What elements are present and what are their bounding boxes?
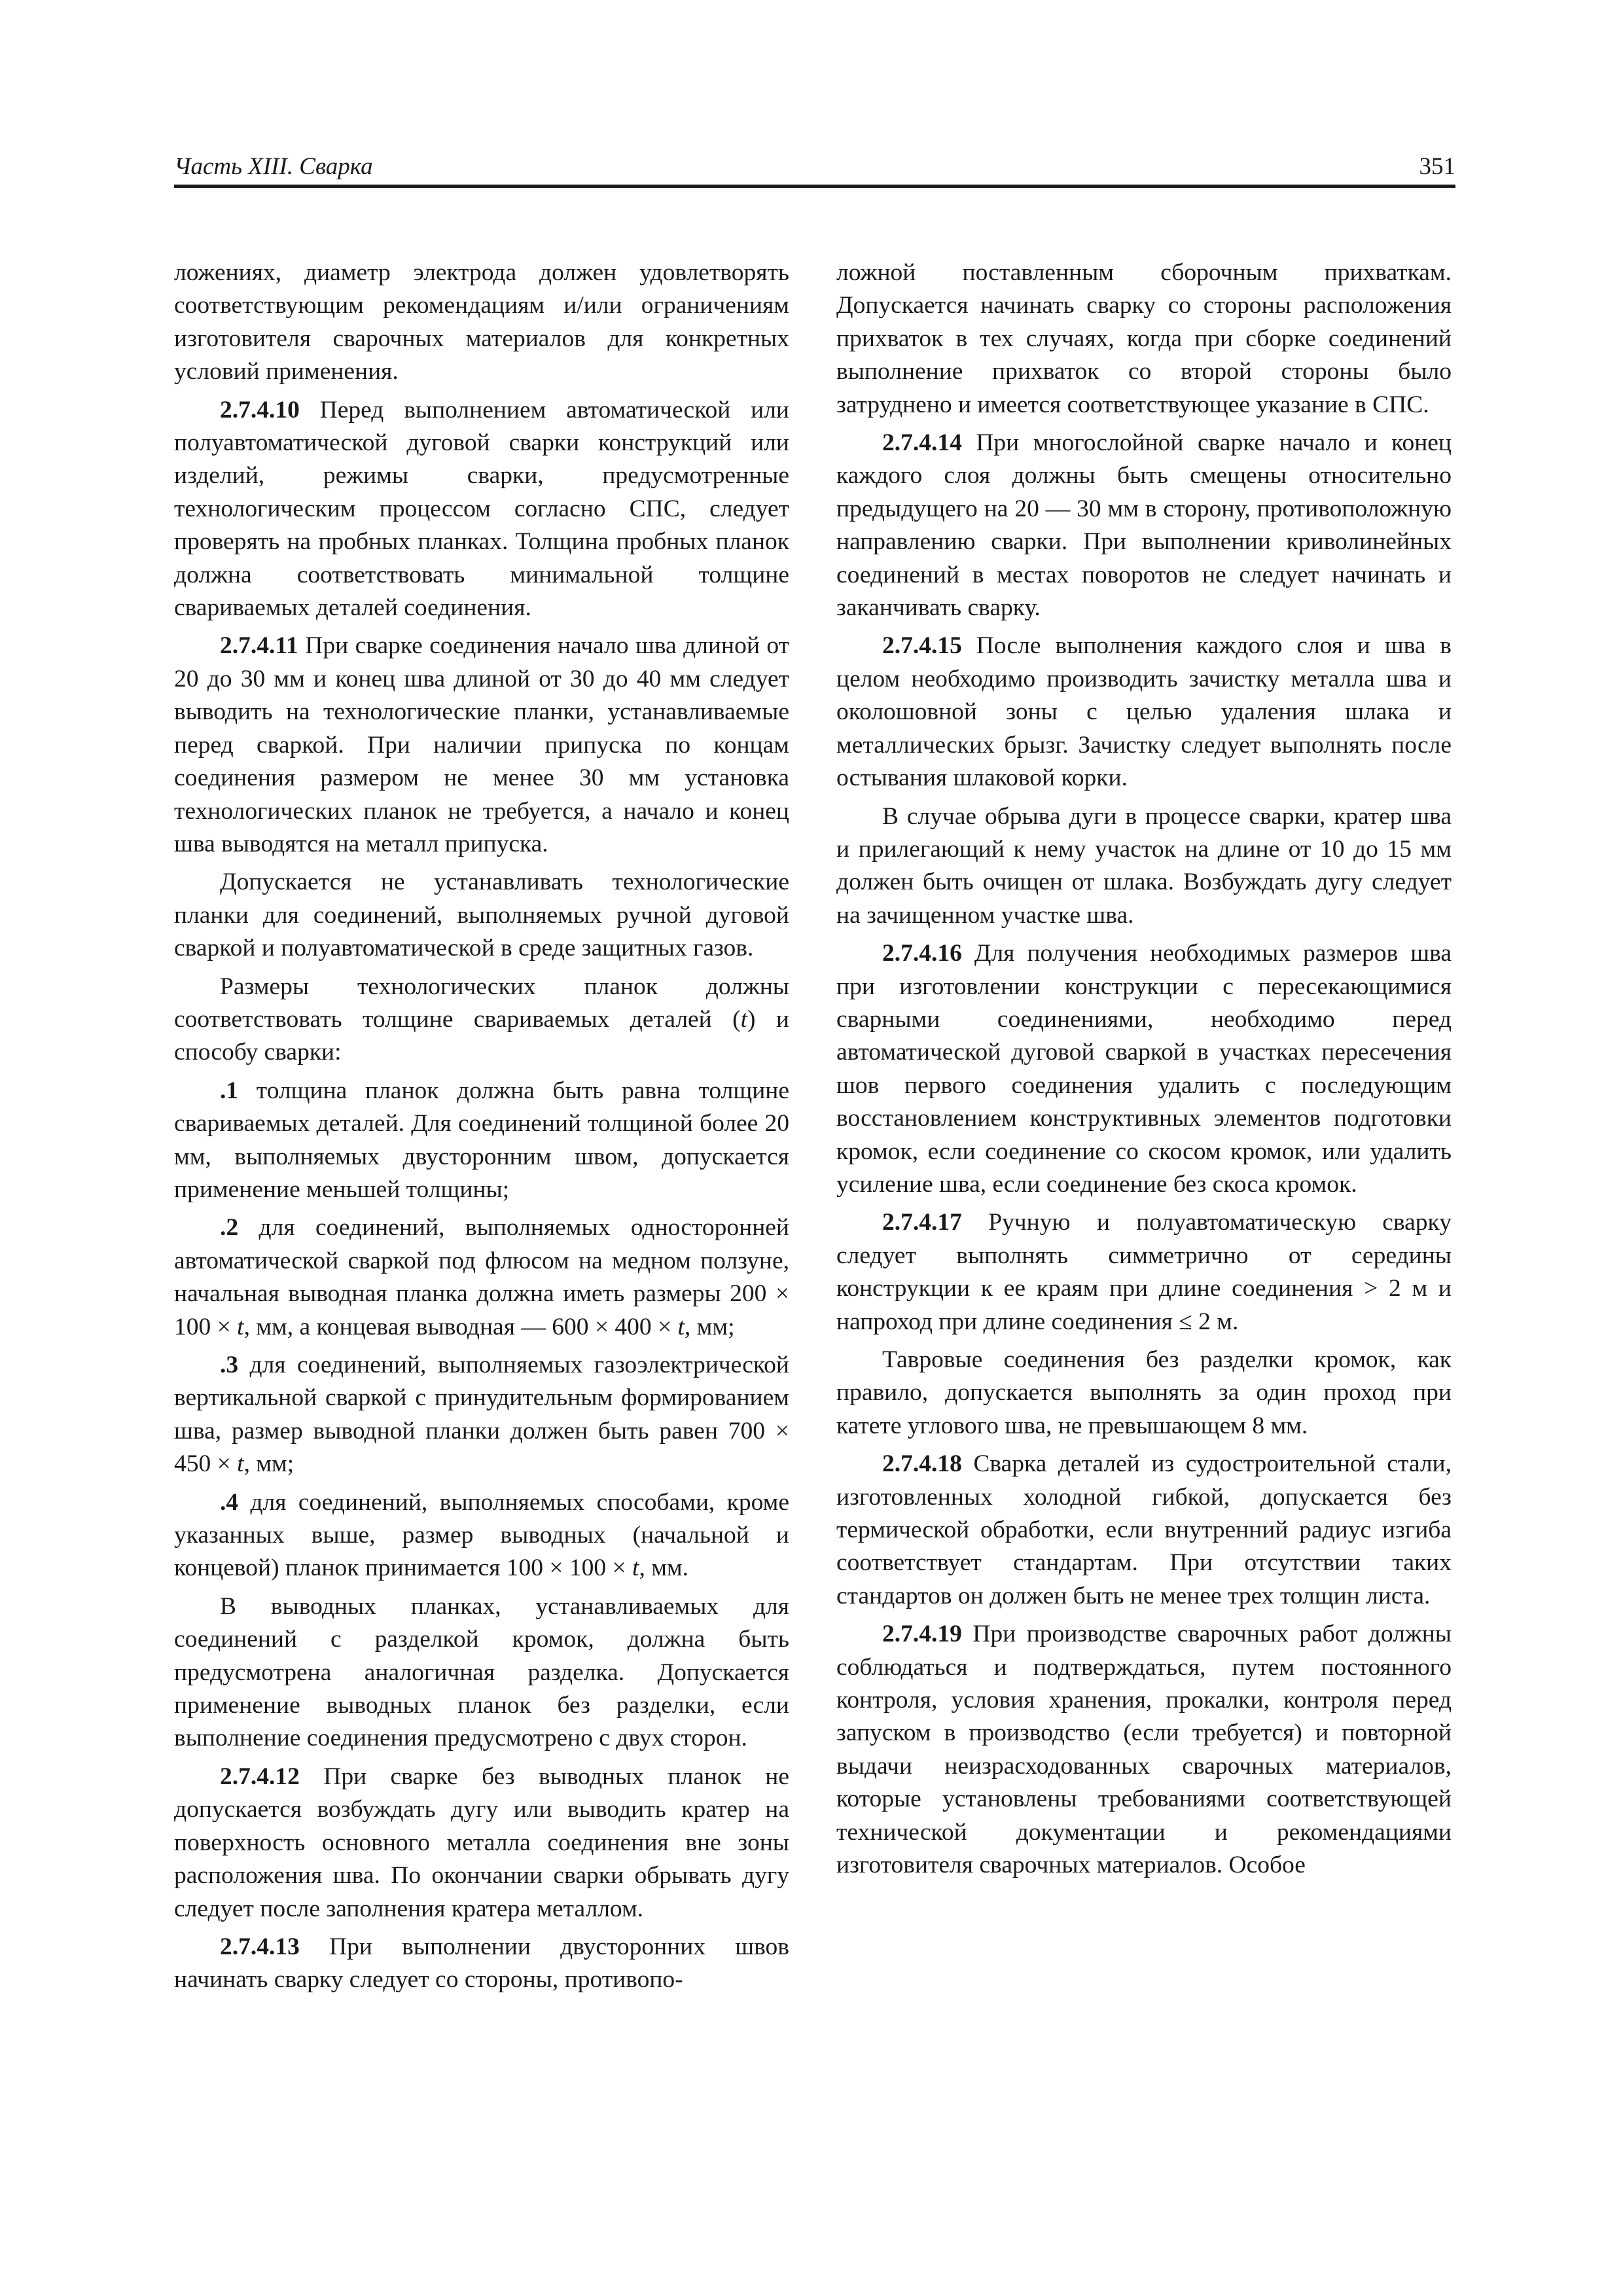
clause-number: 2.7.4.10 [220, 396, 300, 423]
clause-2-7-4-14: 2.7.4.14 При многослойной сварке начало и конец каждого слоя должны быть смещены относительно предыдущего на 20 — 30 мм в сторону, противоположную направлению сварки. При выполнении криволинейных соединений в местах поворотов не следует начинать и заканчивать сварку. [836, 429, 1452, 622]
paragraph: Размеры технологических планок должны соответствовать толщине свариваемых деталей (t) и способу сварки: [174, 973, 789, 1066]
clause-2-7-4-16: 2.7.4.16 Для получения необходимых размеров шва при изготовлении конструкции с пересекающимися сварными соединениями, необходимо перед автоматической дуговой сваркой в участках пересечения шов первого соединения удалить с последующим восстановлением конструктивных элементов подготовки кромок, если соединение со скосом кромок, или удалить усиление шва, если соединение без скоса кромок. [836, 940, 1452, 1198]
clause-2-7-4-11: 2.7.4.11 При сварке соединения начало шва длиной от 20 до 30 мм и конец шва длиной от 30 до 40 мм следует выводить на технологические планки, устанавливаемые перед сваркой. При наличии припуска по концам соединения размером не менее 30 мм установка технологических планок не требуется, а начало и конец шва выводятся на металл припуска. [174, 632, 789, 857]
header-title: Часть XIII. Сварка [174, 153, 373, 180]
clause-number: 2.7.4.15 [882, 632, 962, 660]
list-item-1: .1 толщина планок должна быть равна толщине свариваемых деталей. Для соединений толщиной более 20 мм, выполняемых двусторонним швом, допускается применение меньшей толщины; [174, 1077, 789, 1203]
paragraph: В случае обрыва дуги в процессе сварки, кратер шва и прилегающий к нему участок на длине от 10 до 15 мм должен быть очищен от шлака. Возбуждать дугу следует на зачищенном участке шва. [836, 802, 1452, 929]
clause-number: 2.7.4.19 [882, 1621, 962, 1648]
clause-number: 2.7.4.16 [882, 940, 962, 967]
page-number: 351 [1419, 153, 1455, 180]
item-number: .2 [220, 1214, 239, 1242]
clause-number: 2.7.4.12 [220, 1763, 300, 1790]
paragraph: Тавровые соединения без разделки кромок, как правило, допускается выполнять за один проход при катете углового шва, не превышающем 8 мм. [836, 1346, 1452, 1439]
clause-number: 2.7.4.13 [220, 1933, 300, 1960]
clause-2-7-4-13: 2.7.4.13 При выполнении двусторонних швов начинать сварку следует со стороны, противопо- [174, 1933, 789, 1994]
list-item-4: .4 для соединений, выполняемых способами, кроме указанных выше, размер выводных (начальной и концевой) планок принимается 100 × 100 × t, мм. [174, 1488, 789, 1582]
clause-2-7-4-18: 2.7.4.18 Сварка деталей из судостроительной стали, изготовленных холодной гибкой, допускается без термической обработки, если внутренний радиус изгиба соответствует стандартам. При отсутствии таких стандартов он должен быть не менее трех толщин листа. [836, 1450, 1452, 1609]
paragraph-continuation: ложениях, диаметр электрода должен удовлетворять соответствующим рекомендациям и/или ограничениям изготовителя сварочных материалов для конкретных условий применения. [174, 259, 789, 386]
item-number: .1 [220, 1077, 239, 1104]
clause-number: 2.7.4.11 [220, 632, 298, 660]
right-column [836, 257, 1452, 1888]
running-header [174, 143, 1455, 188]
clause-number: 2.7.4.17 [882, 1209, 962, 1236]
left-column [174, 257, 789, 2002]
clause-2-7-4-17: 2.7.4.17 Ручную и полуавтоматическую сварку следует выполнять симметрично от середины конструкции к ее краям при длине соединения > 2 м и напроход при длине соединения ≤ 2 м. [836, 1209, 1452, 1335]
paragraph: В выводных планках, устанавливаемых для соединений с разделкой кромок, должна быть предусмотрена аналогичная разделка. Допускается применение выводных планок без разделки, если выполнение соединения предусмотрено с двух сторон. [174, 1592, 789, 1752]
clause-2-7-4-15: 2.7.4.15 После выполнения каждого слоя и шва в целом необходимо производить зачистку металла шва и околошовной зоны с целью удаления шлака и металлических брызг. Зачистку следует выполнять после остывания шлаковой корки. [836, 632, 1452, 792]
clause-number: 2.7.4.18 [882, 1450, 962, 1478]
list-item-2: .2 для соединений, выполняемых односторонней автоматической сваркой под флюсом на медном ползуне, начальная выводная планка должна иметь размеры 200 × 100 × t, мм, а концевая выводная — 600 × 400 × t, мм; [174, 1214, 789, 1340]
clause-number: 2.7.4.14 [882, 429, 962, 457]
paragraph-continuation: ложной поставленным сборочным прихваткам. Допускается начинать сварку со стороны расположения прихваток в тех случаях, когда при сборке соединений выполнение прихваток со второй стороны было затруднено и имеется соответствующее указание в СПС. [836, 259, 1452, 418]
item-number: .4 [220, 1488, 239, 1516]
item-number: .3 [220, 1352, 239, 1378]
clause-2-7-4-12: 2.7.4.12 При сварке без выводных планок не допускается возбуждать дугу или выводить кратер на поверхность основного металла соединения вне зоны расположения шва. По окончании сварки обрывать дугу следует после заполнения кратера металлом. [174, 1763, 789, 1922]
clause-2-7-4-10: 2.7.4.10 Перед выполнением автоматической или полуавтоматической дуговой сварки конструкций или изделий, режимы сварки, предусмотренные технологическим процессом согласно СПС, следует проверять на пробных планках. Толщина пробных планок должна соответствовать минимальной толщине свариваемых деталей соединения. [174, 396, 789, 622]
clause-2-7-4-19: 2.7.4.19 При производстве сварочных работ должны соблюдаться и подтверждаться, путем постоянного контроля, условия хранения, прокалки, контроля перед запуском в производство (если требуется) и повторной выдачи неизрасходованных сварочных материалов, которые установлены требованиями соответствующей технической документации и рекомендациями изготовителя сварочных материалов. Особое [836, 1621, 1452, 1879]
list-item-3: .3 для соединений, выполняемых газоэлектрической вертикальной сваркой с принудительным формированием шва, размер выводной планки должен быть равен 700 × 450 × t, мм; [174, 1352, 789, 1478]
paragraph: Допускается не устанавливать технологические планки для соединений, выполняемых ручной дуговой сваркой и полуавтоматической в среде защитных газов. [174, 869, 789, 962]
